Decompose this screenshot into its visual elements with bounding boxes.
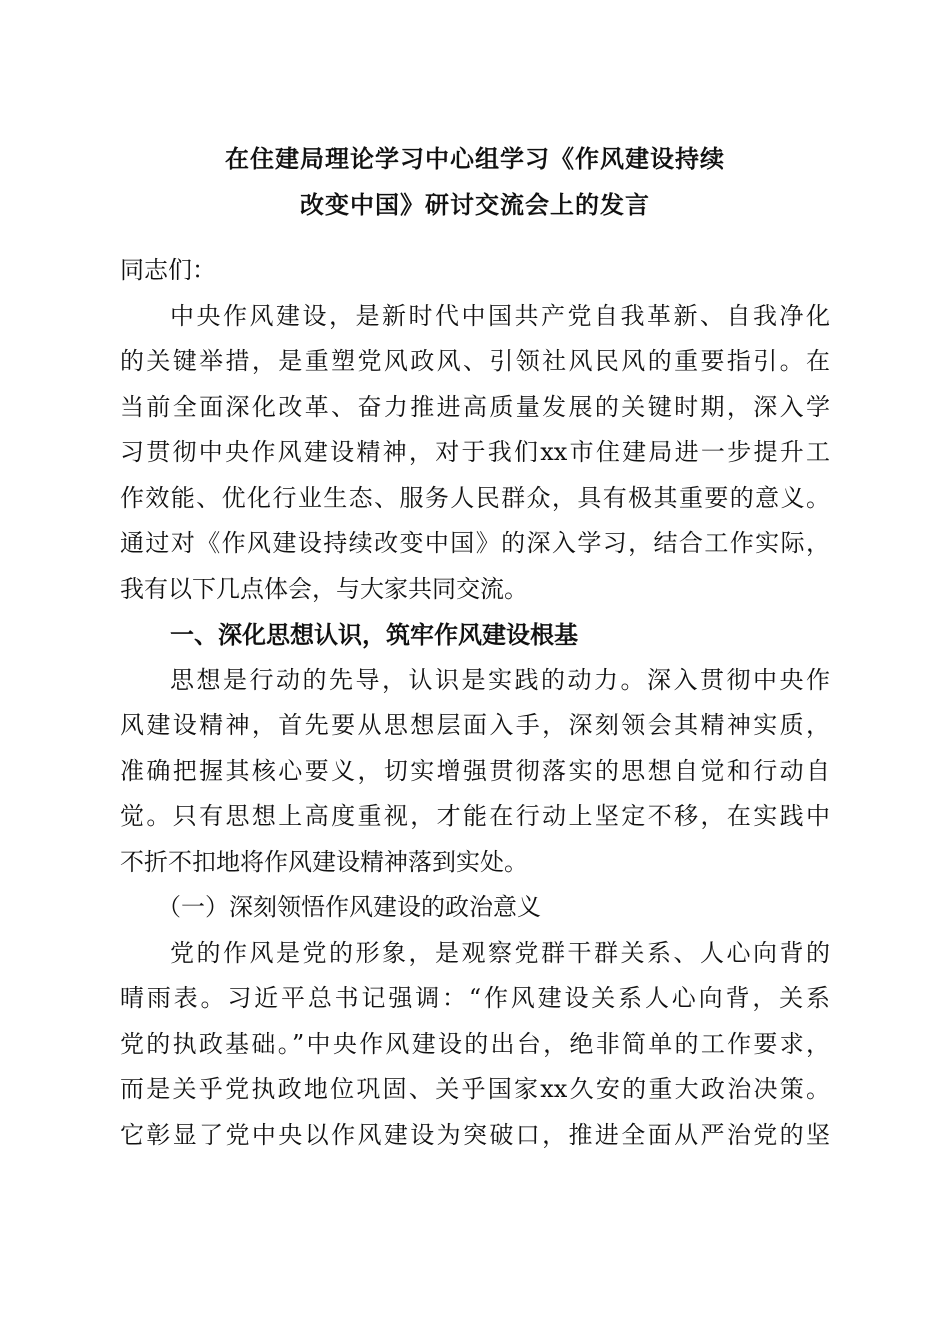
salutation: 同志们： [120, 256, 216, 284]
document-title [100, 136, 850, 227]
text-line: 晴雨表。习近平总书记强调：“作风建设关系人心向背，关系 [120, 984, 830, 1012]
title-line: 改变中国》研讨交流会上的发言 [300, 189, 650, 219]
subsection-heading: （一）深刻领悟作风建设的政治意义 [157, 893, 541, 921]
text-line: 我有以下几点体会，与大家共同交流。 [120, 574, 528, 603]
title-line: 在住建局理论学习中心组学习《作风建设持续 [225, 144, 725, 173]
text-line: 觉。只有思想上高度重视，才能在行动上坚定不移，在实践中 [120, 802, 830, 830]
text-line: 思想是行动的先导，认识是实践的动力。深入贯彻中央作 [170, 665, 830, 694]
text-line: 它彰显了党中央以作风建设为突破口，推进全面从严治党的坚 [120, 1120, 830, 1149]
paragraph-political [120, 931, 830, 1159]
paragraph-intro [120, 294, 830, 613]
text-line: 的关键举措，是重塑党风政风、引领社风民风的重要指引。在 [120, 347, 830, 375]
text-line: 党的作风是党的形象，是观察党群干群关系、人心向背的 [170, 938, 830, 967]
text-line: 不折不扣地将作风建设精神落到实处。 [120, 847, 528, 876]
text-line: 准确把握其核心要义，切实增强贯彻落实的思想自觉和行动自 [120, 756, 830, 785]
text-line: 作效能、优化行业生态、服务人民群众，具有极其重要的意义。 [120, 483, 830, 512]
text-line: 中央作风建设，是新时代中国共产党自我革新、自我净化 [170, 301, 830, 330]
document-body [120, 248, 830, 1158]
text-line: 通过对《作风建设持续改变中国》的深入学习，结合工作实际， [120, 529, 830, 557]
paragraph-thought [120, 658, 830, 886]
text-line: 风建设精神，首先要从思想层面入手，深刻领会其精神实质， [120, 711, 830, 739]
section-heading: 一、深化思想认识，筑牢作风建设根基 [170, 620, 578, 649]
text-line: 而是关乎党执政地位巩固、关乎国家xx久安的重大政治决策。 [120, 1075, 830, 1103]
text-line: 党的执政基础。”中央作风建设的出台，绝非简单的工作要求， [120, 1029, 830, 1058]
text-line: 当前全面深化改革、奋力推进高质量发展的关键时期，深入学 [120, 392, 830, 421]
text-line: 习贯彻中央作风建设精神，对于我们xx市住建局进一步提升工 [120, 438, 830, 466]
